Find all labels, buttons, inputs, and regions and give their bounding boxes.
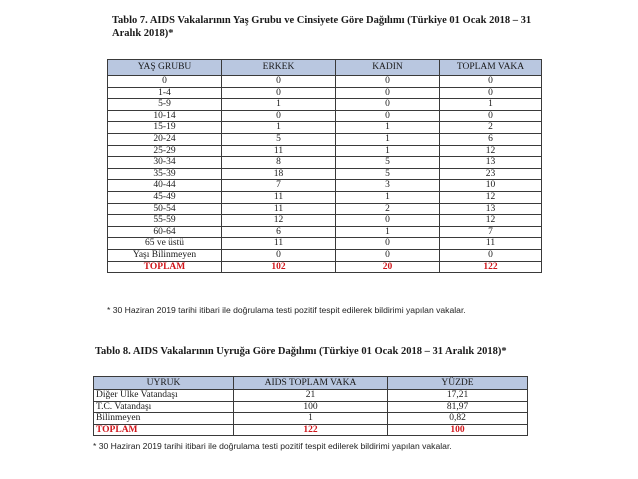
- male-cell: 11: [222, 203, 336, 215]
- male-cell: 12: [222, 215, 336, 227]
- female-cell: 1: [336, 133, 440, 145]
- column-header-aids-total: AIDS TOPLAM VAKA: [234, 377, 388, 390]
- male-cell: 18: [222, 168, 336, 180]
- table-row: [94, 413, 528, 425]
- total-percent-cell: 100: [388, 424, 528, 436]
- table8-header-row: [94, 377, 528, 390]
- female-cell: 5: [336, 168, 440, 180]
- table8: [93, 376, 528, 436]
- table-row: [108, 191, 542, 203]
- table-row: [108, 122, 542, 134]
- female-cell: 0: [336, 249, 440, 261]
- age-group-cell: 15-19: [108, 122, 222, 134]
- table-row: [108, 133, 542, 145]
- table7-footnote: * 30 Haziran 2019 tarihi itibari ile doğrulama testi pozitif tespit edilerek bildirimi yapılan vakalar.: [107, 305, 466, 315]
- column-header-percent: YÜZDE: [388, 377, 528, 390]
- table-row: [94, 390, 528, 402]
- table7: [107, 59, 542, 273]
- female-cell: 5: [336, 157, 440, 169]
- nationality-cell: T.C. Vatandaşı: [94, 401, 234, 413]
- total-cases-cell: 12: [440, 191, 542, 203]
- nationality-cell: Bilinmeyen: [94, 413, 234, 425]
- table-row: [108, 168, 542, 180]
- total-cases-cell: 2: [440, 122, 542, 134]
- total-cases-cell: 12: [440, 215, 542, 227]
- age-group-cell: 25-29: [108, 145, 222, 157]
- male-cell: 8: [222, 157, 336, 169]
- age-group-cell: 5-9: [108, 99, 222, 111]
- male-cell: 0: [222, 110, 336, 122]
- age-group-cell: 0: [108, 76, 222, 88]
- age-group-cell: 40-44: [108, 180, 222, 192]
- female-cell: 0: [336, 76, 440, 88]
- age-group-cell: 45-49: [108, 191, 222, 203]
- table-row: [108, 180, 542, 192]
- table-row: [108, 238, 542, 250]
- table8-footnote: * 30 Haziran 2019 tarihi itibari ile doğrulama testi pozitif tespit edilerek bildirimi yapılan vakalar.: [93, 441, 452, 451]
- column-header-female: KADIN: [336, 60, 440, 76]
- aids-total-cell: 100: [234, 401, 388, 413]
- table-row: [108, 145, 542, 157]
- female-cell: 2: [336, 203, 440, 215]
- aids-total-cell: 21: [234, 390, 388, 402]
- total-cases-cell: 0: [440, 249, 542, 261]
- table-row: [108, 215, 542, 227]
- age-group-cell: 65 ve üstü: [108, 238, 222, 250]
- age-group-cell: 50-54: [108, 203, 222, 215]
- female-cell: 1: [336, 122, 440, 134]
- table-row: [94, 401, 528, 413]
- male-cell: 0: [222, 87, 336, 99]
- aids-total-cell: 1: [234, 413, 388, 425]
- column-header-male: ERKEK: [222, 60, 336, 76]
- female-cell: 1: [336, 226, 440, 238]
- age-group-cell: 20-24: [108, 133, 222, 145]
- total-cases-cell: 23: [440, 168, 542, 180]
- male-cell: 11: [222, 145, 336, 157]
- male-cell: 5: [222, 133, 336, 145]
- total-cases-cell: 0: [440, 76, 542, 88]
- table7-header-row: [108, 60, 542, 76]
- age-group-cell: 60-64: [108, 226, 222, 238]
- total-cases-cell: 12: [440, 145, 542, 157]
- total-age-group-cell: TOPLAM: [108, 261, 222, 273]
- female-cell: 3: [336, 180, 440, 192]
- female-cell: 0: [336, 99, 440, 111]
- total-cases-cell: 13: [440, 203, 542, 215]
- female-cell: 1: [336, 145, 440, 157]
- total-total-cases-cell: 122: [440, 261, 542, 273]
- table8-title: Tablo 8. AIDS Vakalarının Uyruğa Göre Dağılımı (Türkiye 01 Ocak 2018 – 31 Aralık 2018)*: [95, 346, 507, 357]
- table-row: [108, 87, 542, 99]
- column-header-age-group: YAŞ GRUBU: [108, 60, 222, 76]
- female-cell: 0: [336, 110, 440, 122]
- total-row: [108, 261, 542, 273]
- total-cases-cell: 6: [440, 133, 542, 145]
- age-group-cell: 10-14: [108, 110, 222, 122]
- percent-cell: 17,21: [388, 390, 528, 402]
- table-row: [108, 110, 542, 122]
- age-group-cell: 30-34: [108, 157, 222, 169]
- total-nationality-cell: TOPLAM: [94, 424, 234, 436]
- table-row: [108, 157, 542, 169]
- table-row: [108, 76, 542, 88]
- nationality-cell: Diğer Ülke Vatandaşı: [94, 390, 234, 402]
- total-cases-cell: 0: [440, 87, 542, 99]
- total-cases-cell: 0: [440, 110, 542, 122]
- female-cell: 0: [336, 87, 440, 99]
- female-cell: 0: [336, 215, 440, 227]
- total-cases-cell: 10: [440, 180, 542, 192]
- male-cell: 1: [222, 99, 336, 111]
- total-cases-cell: 11: [440, 238, 542, 250]
- male-cell: 0: [222, 76, 336, 88]
- column-header-nationality: UYRUK: [94, 377, 234, 390]
- age-group-cell: 35-39: [108, 168, 222, 180]
- table-row: [108, 226, 542, 238]
- total-male-cell: 102: [222, 261, 336, 273]
- table-row: [108, 249, 542, 261]
- percent-cell: 81,97: [388, 401, 528, 413]
- total-cases-cell: 7: [440, 226, 542, 238]
- age-group-cell: 55-59: [108, 215, 222, 227]
- female-cell: 0: [336, 238, 440, 250]
- male-cell: 1: [222, 122, 336, 134]
- male-cell: 11: [222, 191, 336, 203]
- total-female-cell: 20: [336, 261, 440, 273]
- age-group-cell: Yaşı Bilinmeyen: [108, 249, 222, 261]
- age-group-cell: 1-4: [108, 87, 222, 99]
- total-cases-cell: 13: [440, 157, 542, 169]
- table7-title: Tablo 7. AIDS Vakalarının Yaş Grubu ve Cinsiyete Göre Dağılımı (Türkiye 01 Ocak 2018 – 31 Aralık 2018)*: [112, 15, 532, 39]
- total-row: [94, 424, 528, 436]
- female-cell: 1: [336, 191, 440, 203]
- table-row: [108, 99, 542, 111]
- column-header-total: TOPLAM VAKA: [440, 60, 542, 76]
- table-row: [108, 203, 542, 215]
- total-aids-total-cell: 122: [234, 424, 388, 436]
- male-cell: 0: [222, 249, 336, 261]
- total-cases-cell: 1: [440, 99, 542, 111]
- percent-cell: 0,82: [388, 413, 528, 425]
- male-cell: 7: [222, 180, 336, 192]
- male-cell: 6: [222, 226, 336, 238]
- male-cell: 11: [222, 238, 336, 250]
